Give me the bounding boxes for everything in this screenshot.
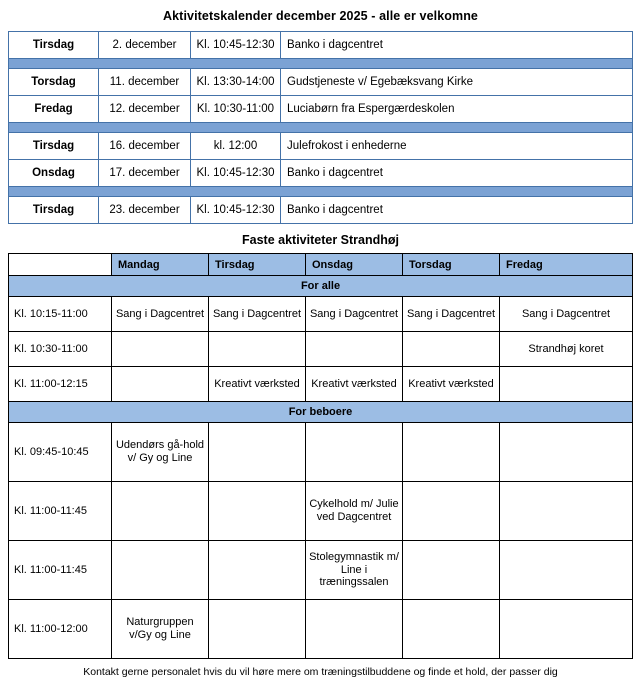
calendar-description: Gudstjeneste v/ Egebæksvang Kirke xyxy=(281,69,633,96)
table-row xyxy=(9,32,633,59)
activity-cell-mandag xyxy=(112,482,209,541)
document-page xyxy=(0,9,641,678)
calendar-description: Luciabørn fra Espergærdeskolen xyxy=(281,96,633,123)
activity-cell-tirsdag: Kreativt værksted xyxy=(209,367,306,402)
calendar-date: 23. december xyxy=(99,197,191,224)
activity-cell-torsdag: Sang i Dagcentret xyxy=(403,297,500,332)
activity-cell-mandag: Udendørs gå-hold v/ Gy og Line xyxy=(112,423,209,482)
calendar-time: Kl. 10:45-12:30 xyxy=(191,160,281,187)
calendar-date: 2. december xyxy=(99,32,191,59)
activities-body xyxy=(9,276,633,659)
section-band-label: For alle xyxy=(9,276,633,297)
calendar-description: Banko i dagcentret xyxy=(281,32,633,59)
activity-cell-fredag xyxy=(500,367,633,402)
activity-cell-torsdag xyxy=(403,332,500,367)
activity-cell-fredag xyxy=(500,541,633,600)
activity-time: Kl. 11:00-12:15 xyxy=(9,367,112,402)
column-header-time xyxy=(9,254,112,276)
column-header-tirsdag: Tirsdag xyxy=(209,254,306,276)
activity-cell-mandag xyxy=(112,541,209,600)
activity-cell-mandag xyxy=(112,332,209,367)
column-header-onsdag: Onsdag xyxy=(306,254,403,276)
activity-time: Kl. 11:00-11:45 xyxy=(9,482,112,541)
activity-time: Kl. 09:45-10:45 xyxy=(9,423,112,482)
calendar-time: Kl. 10:30-11:00 xyxy=(191,96,281,123)
table-row xyxy=(9,297,633,332)
calendar-day: Tirsdag xyxy=(9,197,99,224)
calendar-day: Onsdag xyxy=(9,160,99,187)
activity-cell-fredag xyxy=(500,600,633,659)
table-row xyxy=(9,367,633,402)
activity-cell-mandag xyxy=(112,367,209,402)
table-row xyxy=(9,423,633,482)
activity-cell-fredag xyxy=(500,482,633,541)
calendar-spacer-cell xyxy=(9,187,633,197)
activity-cell-onsdag: Kreativt værksted xyxy=(306,367,403,402)
calendar-spacer-row xyxy=(9,187,633,197)
column-header-mandag: Mandag xyxy=(112,254,209,276)
activity-cell-mandag: Sang i Dagcentret xyxy=(112,297,209,332)
calendar-description: Julefrokost i enhederne xyxy=(281,133,633,160)
section-band-label: For beboere xyxy=(9,402,633,423)
activity-cell-fredag xyxy=(500,423,633,482)
calendar-date: 12. december xyxy=(99,96,191,123)
table-row xyxy=(9,96,633,123)
activity-cell-onsdag: Stolegymnastik m/ Line i træningssalen xyxy=(306,541,403,600)
table-row xyxy=(9,332,633,367)
activity-cell-mandag: Naturgruppen v/Gy og Line xyxy=(112,600,209,659)
section-band-row xyxy=(9,402,633,423)
calendar-table xyxy=(8,31,633,224)
column-header-torsdag: Torsdag xyxy=(403,254,500,276)
section-title: Faste aktiviteter Strandhøj xyxy=(242,233,399,247)
calendar-time: Kl. 10:45-12:30 xyxy=(191,197,281,224)
calendar-day: Torsdag xyxy=(9,69,99,96)
activity-cell-tirsdag xyxy=(209,332,306,367)
table-row xyxy=(9,600,633,659)
activity-cell-onsdag xyxy=(306,600,403,659)
calendar-date: 17. december xyxy=(99,160,191,187)
activity-cell-onsdag: Sang i Dagcentret xyxy=(306,297,403,332)
table-row xyxy=(9,133,633,160)
activity-cell-fredag: Sang i Dagcentret xyxy=(500,297,633,332)
calendar-day: Fredag xyxy=(9,96,99,123)
activity-time: Kl. 11:00-12:00 xyxy=(9,600,112,659)
activity-cell-torsdag: Kreativt værksted xyxy=(403,367,500,402)
activity-cell-onsdag xyxy=(306,423,403,482)
column-header-fredag: Fredag xyxy=(500,254,633,276)
activity-cell-torsdag xyxy=(403,423,500,482)
calendar-spacer-cell xyxy=(9,59,633,69)
activities-table xyxy=(8,253,633,659)
activity-time: Kl. 10:30-11:00 xyxy=(9,332,112,367)
activity-cell-tirsdag xyxy=(209,541,306,600)
calendar-body xyxy=(9,32,633,224)
table-row xyxy=(9,160,633,187)
activity-cell-tirsdag xyxy=(209,600,306,659)
table-row xyxy=(9,69,633,96)
activity-cell-tirsdag xyxy=(209,423,306,482)
activity-cell-torsdag xyxy=(403,482,500,541)
activity-cell-tirsdag xyxy=(209,482,306,541)
calendar-time: Kl. 13:30-14:00 xyxy=(191,69,281,96)
calendar-spacer-cell xyxy=(9,123,633,133)
calendar-time: Kl. 10:45-12:30 xyxy=(191,32,281,59)
table-row xyxy=(9,482,633,541)
calendar-description: Banko i dagcentret xyxy=(281,160,633,187)
page-title: Aktivitetskalender december 2025 - alle er velkomne xyxy=(163,9,478,23)
calendar-description: Banko i dagcentret xyxy=(281,197,633,224)
table-row xyxy=(9,197,633,224)
calendar-date: 11. december xyxy=(99,69,191,96)
activity-cell-onsdag: Cykelhold m/ Julie ved Dagcentret xyxy=(306,482,403,541)
activity-cell-tirsdag: Sang i Dagcentret xyxy=(209,297,306,332)
calendar-date: 16. december xyxy=(99,133,191,160)
calendar-day: Tirsdag xyxy=(9,133,99,160)
activity-cell-onsdag xyxy=(306,332,403,367)
calendar-spacer-row xyxy=(9,123,633,133)
section-band-row xyxy=(9,276,633,297)
table-header-row xyxy=(9,254,633,276)
activity-cell-fredag: Strandhøj koret xyxy=(500,332,633,367)
activity-cell-torsdag xyxy=(403,600,500,659)
activity-cell-torsdag xyxy=(403,541,500,600)
footer-note: Kontakt gerne personalet hvis du vil høre mere om træningstilbuddene og finde et hold, der passer dig xyxy=(83,666,558,678)
activity-time: Kl. 10:15-11:00 xyxy=(9,297,112,332)
calendar-day: Tirsdag xyxy=(9,32,99,59)
activity-time: Kl. 11:00-11:45 xyxy=(9,541,112,600)
table-row xyxy=(9,541,633,600)
calendar-time: kl. 12:00 xyxy=(191,133,281,160)
calendar-spacer-row xyxy=(9,59,633,69)
activities-header xyxy=(9,254,633,276)
